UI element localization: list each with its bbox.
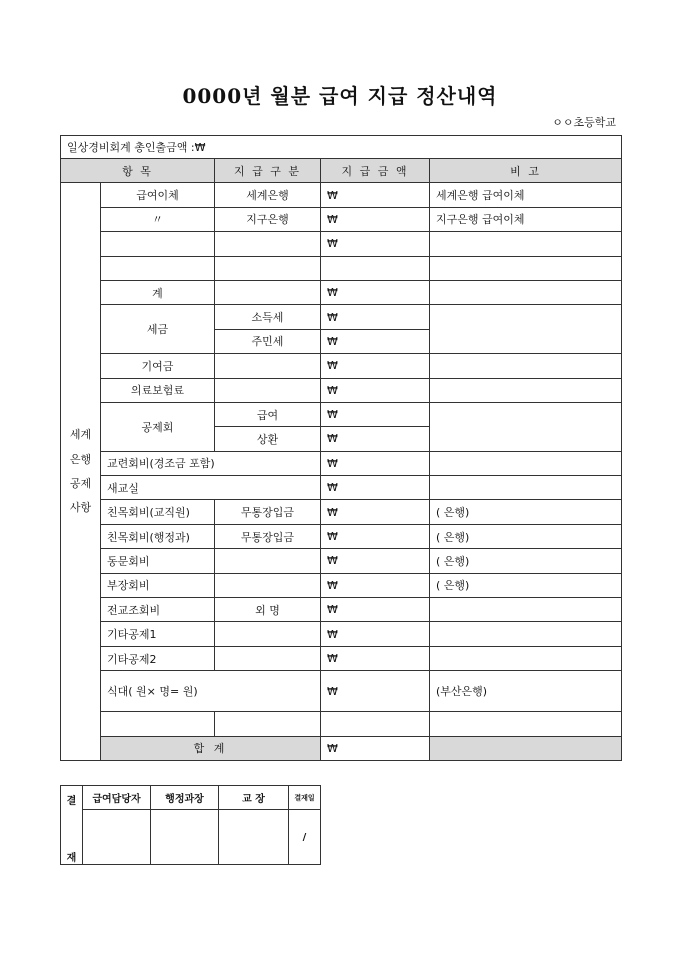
item-subtotal: 계: [101, 280, 215, 304]
blank-cell: [430, 712, 622, 736]
amount-cell: ₩: [321, 329, 430, 353]
school-name: ㅇㅇ초등학교: [552, 116, 616, 129]
blank-cell: [430, 622, 622, 646]
blank-cell: [430, 378, 622, 402]
bank-blank: ( 은행): [430, 500, 622, 524]
approval-payroll-sign: [83, 810, 151, 865]
note-1: 세계은행 급여이체: [430, 183, 622, 207]
approval-principal-label: 교 장: [219, 786, 289, 810]
item-friend-admin: 친목회비(행정과): [101, 524, 215, 548]
amount-cell: ₩: [321, 573, 430, 597]
item-meal: 식대( 원× 명= 원): [101, 671, 321, 712]
blank-cell: [101, 232, 215, 256]
amount-cell: ₩: [321, 500, 430, 524]
item-donation: 기여금: [101, 354, 215, 378]
bank-blank: ( 은행): [430, 573, 622, 597]
amount-cell: ₩: [321, 378, 430, 402]
bank-2: 지구은행: [215, 207, 321, 231]
amount-cell: ₩: [321, 402, 430, 426]
amount-cell: ₩: [321, 305, 430, 329]
approval-side: 결 재: [61, 786, 83, 865]
blank-cell: [215, 712, 321, 736]
item-medical: 의료보험료: [101, 378, 215, 402]
amount-cell: ₩: [321, 622, 430, 646]
header-item: 항 목: [61, 159, 215, 183]
item-newedu: 새교실: [101, 476, 321, 500]
resident-tax: 주민세: [215, 329, 321, 353]
blank-cell: [321, 256, 430, 280]
total-amount: ₩: [321, 736, 430, 760]
bank-blank: ( 은행): [430, 549, 622, 573]
meal-note: (부산은행): [430, 671, 622, 712]
amount-cell: ₩: [321, 451, 430, 475]
header-amount: 지 급 금 액: [321, 159, 430, 183]
blank-cell: [430, 280, 622, 304]
note-2: 지구은행 급여이체: [430, 207, 622, 231]
blank-cell: [101, 712, 215, 736]
item-ditto: 〃: [101, 207, 215, 231]
bank-1: 세계은행: [215, 183, 321, 207]
blank-cell: [215, 646, 321, 670]
amount-cell: ₩: [321, 280, 430, 304]
approval-date-label: 결재일: [289, 786, 321, 810]
blank-cell: [215, 280, 321, 304]
item-dept: 부장회비: [101, 573, 215, 597]
mutual-repay: 상환: [215, 427, 321, 451]
blank-cell: [215, 622, 321, 646]
amount-cell: ₩: [321, 598, 430, 622]
blank-cell: [430, 305, 622, 354]
amount-cell: ₩: [321, 207, 430, 231]
income-tax: 소득세: [215, 305, 321, 329]
total-label: 합 계: [101, 736, 321, 760]
approval-admin-sign: [151, 810, 219, 865]
mutual-salary: 급여: [215, 402, 321, 426]
amount-cell: ₩: [321, 671, 430, 712]
item-alumni: 동문회비: [101, 549, 215, 573]
transfer-method: 무통장입금: [215, 524, 321, 548]
item-condolence: 전교조회비: [101, 598, 215, 622]
blank-cell: [101, 256, 215, 280]
approval-payroll-label: 급여담당자: [83, 786, 151, 810]
document-title: 0000년 월분 급여 지급 정산내역: [182, 84, 498, 108]
approval-date-value: /: [289, 810, 321, 865]
item-teacher-assoc: 교련회비(경조금 포함): [101, 451, 321, 475]
amount-cell: ₩: [321, 183, 430, 207]
blank-cell: [215, 256, 321, 280]
blank-cell: [430, 354, 622, 378]
amount-cell: ₩: [321, 646, 430, 670]
amount-cell: ₩: [321, 427, 430, 451]
blank-cell: [215, 354, 321, 378]
blank-cell: [215, 573, 321, 597]
item-transfer: 급여이체: [101, 183, 215, 207]
item-etc1: 기타공제1: [101, 622, 215, 646]
blank-cell: [430, 451, 622, 475]
blank-cell: [321, 712, 430, 736]
amount-cell: ₩: [321, 232, 430, 256]
transfer-method: 무통장입금: [215, 500, 321, 524]
blank-cell: [430, 598, 622, 622]
total-note: [430, 736, 622, 760]
settlement-table: [60, 135, 622, 761]
blank-cell: [215, 378, 321, 402]
item-etc2: 기타공제2: [101, 646, 215, 670]
blank-cell: [215, 232, 321, 256]
deduction-side-label: 세계 은행 공제 사항: [61, 183, 101, 761]
amount-cell: ₩: [321, 549, 430, 573]
blank-cell: [430, 646, 622, 670]
blank-cell: [430, 256, 622, 280]
approval-principal-sign: [219, 810, 289, 865]
bank-blank: ( 은행): [430, 524, 622, 548]
item-mutual: 공제회: [101, 402, 215, 451]
item-tax: 세금: [101, 305, 215, 354]
approval-box: [60, 785, 321, 865]
blank-cell: [430, 232, 622, 256]
approval-admin-label: 행정과장: [151, 786, 219, 810]
header-category: 지 급 구 분: [215, 159, 321, 183]
account-line: 일상경비회계 총인출금액 :₩: [61, 136, 622, 159]
blank-cell: [430, 476, 622, 500]
amount-cell: ₩: [321, 524, 430, 548]
outside-count: 외 명: [215, 598, 321, 622]
amount-cell: ₩: [321, 354, 430, 378]
item-friend-teacher: 친목회비(교직원): [101, 500, 215, 524]
amount-cell: ₩: [321, 476, 430, 500]
blank-cell: [430, 402, 622, 451]
blank-cell: [215, 549, 321, 573]
header-note: 비 고: [430, 159, 622, 183]
